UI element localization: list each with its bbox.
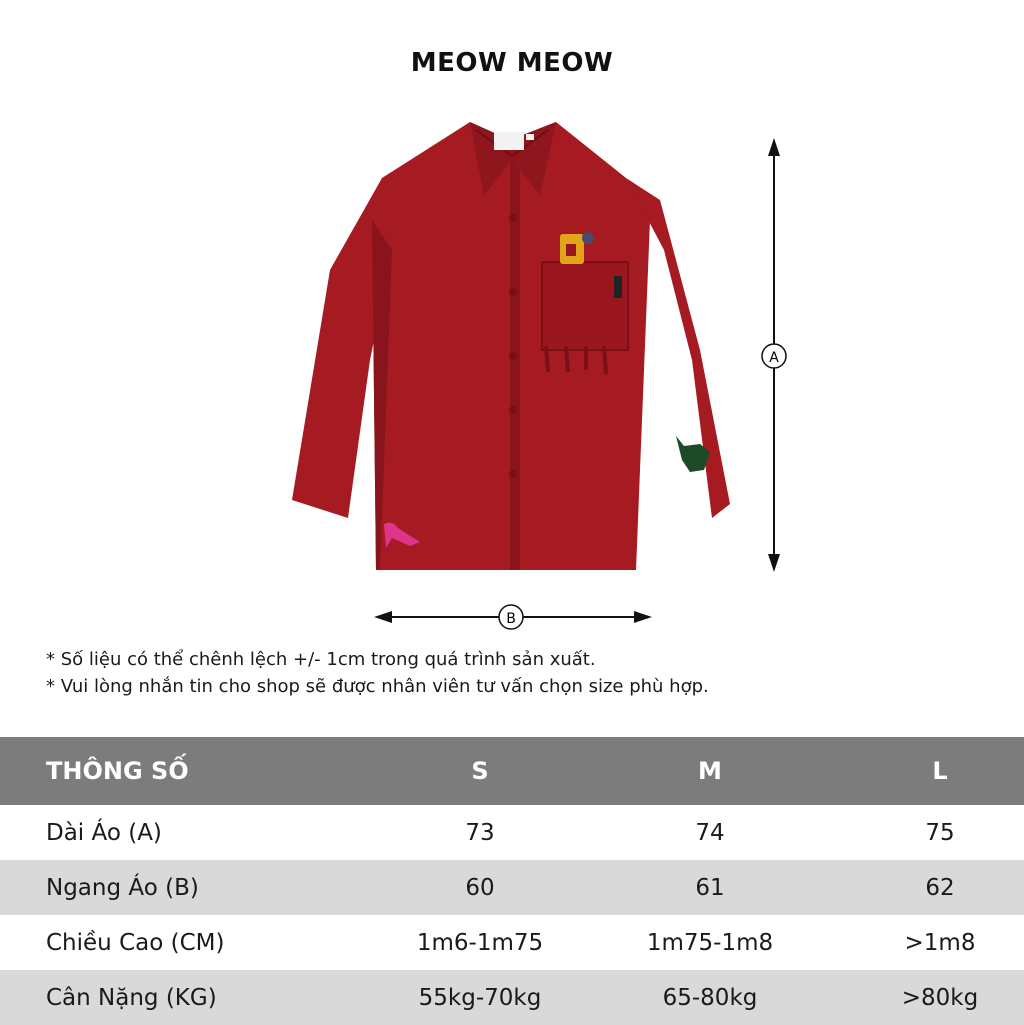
chest-pocket [542,262,628,350]
table-cell: >1m8 [904,929,976,956]
table-cell: 1m6-1m75 [416,929,544,956]
table-cell: 73 [465,819,495,846]
table-cell: 74 [695,819,725,846]
header-cell: THÔNG SỐ [46,757,189,785]
header-cell: S [471,757,489,785]
table-cell: 55kg-70kg [418,984,542,1011]
table-cell: 1m75-1m8 [646,929,774,956]
table-cell: >80kg [901,984,979,1011]
table-cell: 61 [695,874,725,901]
note-line: * Vui lòng nhắn tin cho shop sẽ được nhân viên tư vấn chọn size phù hợp. [46,676,709,697]
table-row [0,805,1024,860]
size-notes [46,646,709,700]
shirt-illustration [292,122,730,570]
table-cell: Chiều Cao (CM) [46,929,225,956]
page-title: MEOW MEOW [410,48,614,78]
table-row [0,860,1024,915]
neck-label [494,132,524,150]
width-arrow-b [374,605,652,629]
table-cell: 60 [465,874,495,901]
header-cell: L [932,757,948,785]
table-cell: Cân Nặng (KG) [46,984,217,1011]
header-cell: M [698,757,722,785]
table-cell: Ngang Áo (B) [46,874,199,901]
table-header-row [0,737,1024,805]
table-row [0,915,1024,970]
shirt-size-diagram [0,100,1024,640]
length-arrow-a [762,138,786,572]
size-table [0,737,1024,1025]
table-row [0,970,1024,1025]
note-line: * Số liệu có thể chênh lệch +/- 1cm trong quá trình sản xuất. [46,649,596,670]
table-cell: 75 [925,819,955,846]
table-cell: Dài Áo (A) [46,819,162,846]
table-cell: 65-80kg [662,984,758,1011]
label-b: B [506,611,516,627]
label-a: A [769,350,779,366]
table-cell: 62 [925,874,955,901]
